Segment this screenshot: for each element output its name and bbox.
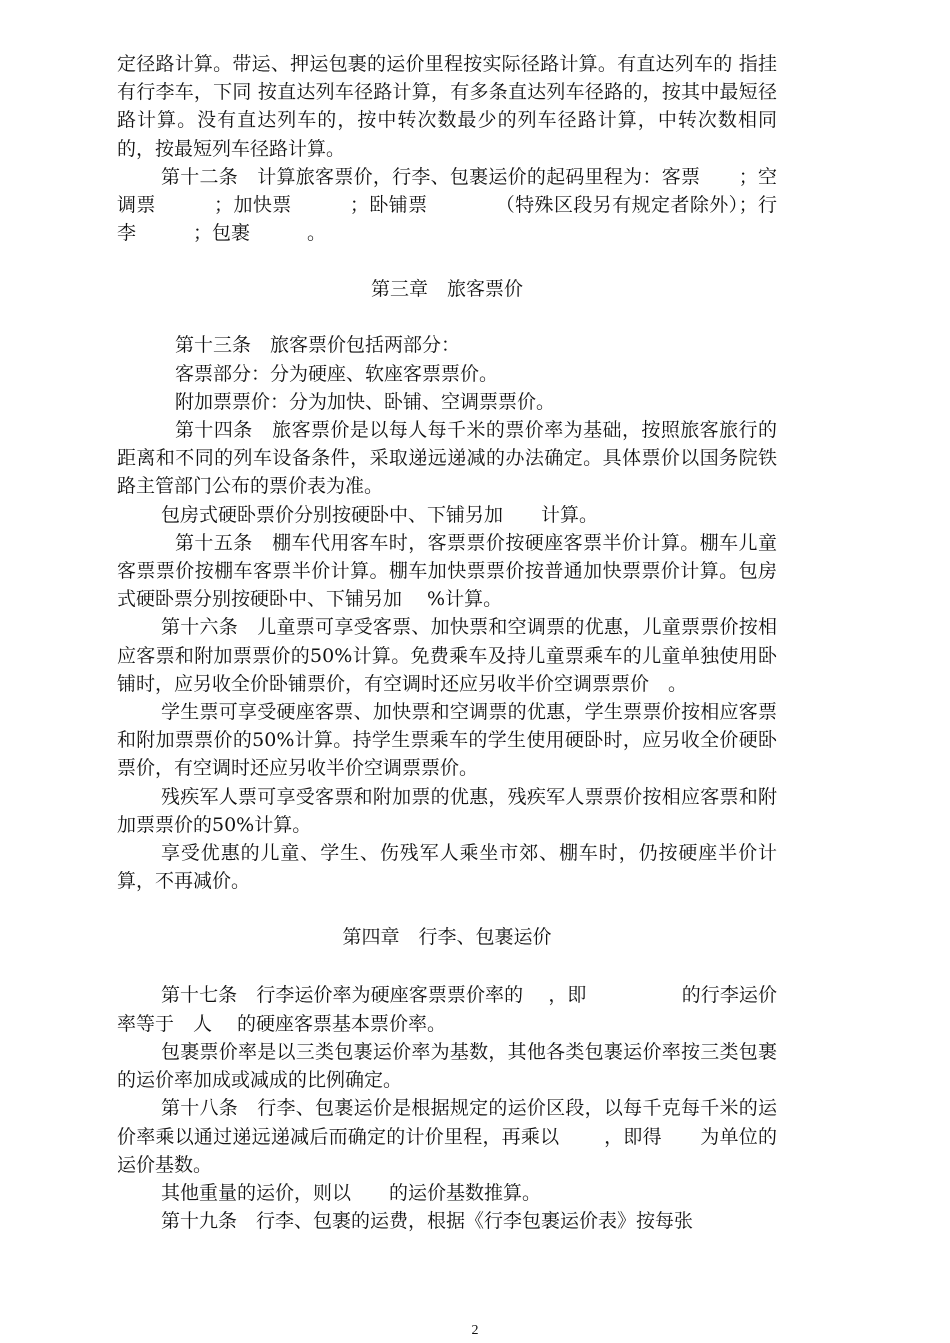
chapter-4-heading: 第四章 行李、包裹运价 [342,926,552,949]
paragraph-ticket-part: 客票部分：分为硬座、软座客票票价。 [175,362,499,385]
paragraph-article-19: 第十九条 行李、包裹的运费，根据《行李包裹运价表》按每张 [161,1210,694,1233]
paragraph-discount-rule: 享受优惠的儿童、学生、伤残军人乘坐市郊、棚车时，仍按硬座半价计算，不再减价。 [117,842,777,893]
paragraph-article-12: 第十二条 计算旅客票价，行李、包裹运价的起码里程为：客票 ；空调票 ；加快票 ；卧铺票 （特殊区段另有规定者除外）；行李 ；包裹 。 [117,165,777,245]
document-page [117,50,777,1235]
paragraph-article-14: 第十四条 旅客票价是以每人每千米的票价率为基础，按照旅客旅行的距离和不同的列车设备条件，采取递远递减的办法确定。具体票价以国务院铁路主管部门公布的票价表为准。 [117,419,777,498]
paragraph-article-13: 第十三条 旅客票价包括两部分： [175,334,461,357]
paragraph-article-18: 第十八条 行李、包裹运价是根据规定的运价区段，以每千克每千米的运价率乘以通过递远递减后而确定的计价里程，再乘以 ，即得 为单位的运价基数。 [117,1097,777,1176]
paragraph-compartment-sleeper: 包房式硬卧票价分别按硬卧中、下铺另加 计算。 [161,503,599,526]
paragraph-route-calculation: 定径路计算。带运、押运包裹的运价里程按实际径路计算。有直达列车的 指挂有行李车，下同 按直达列车径路计算，有多条直达列车径路的，按其中最短径路计算。没有直达列车的，按中转次数最少的列车径路计算，中转次数相同的，按最短列车径路计算。 [117,53,777,160]
paragraph-other-weight: 其他重量的运价，则以 的运价基数推算。 [161,1181,542,1204]
paragraph-article-15: 第十五条 棚车代用客车时，客票票价按硬座客票半价计算。棚车儿童客票票价按棚车客票半价计算。棚车加快票票价按普通加快票票价计算。包房式硬卧票分别按硬卧中、下铺另加 %计算。 [117,531,777,611]
paragraph-article-17: 第十七条 行李运价率为硬座客票票价率的 ，即 的行李运价率等于 人 的硬座客票基本票价率。 [117,984,777,1035]
paragraph-surcharge-part: 附加票票价：分为加快、卧铺、空调票票价。 [175,390,556,413]
chapter-3-heading: 第三章 旅客票价 [370,278,523,301]
paragraph-student-ticket: 学生票可享受硬座客票、加快票和空调票的优惠，学生票票价按相应客票和附加票票价的50%计算。持学生票乘车的学生使用硬卧时，应另收全价硬卧票价，有空调时还应另收半价空调票票价。 [117,701,777,780]
paragraph-article-16: 第十六条 儿童票可享受客票、加快票和空调票的优惠，儿童票票价按相应客票和附加票票价的50%计算。免费乘车及持儿童票乘车的儿童单独使用卧铺时，应另收全价卧铺票价，有空调时还应另收半价空调票票价 。 [117,616,777,695]
page-number: 2 [471,1323,479,1338]
paragraph-disabled-veteran-ticket: 残疾军人票可享受客票和附加票的优惠，残疾军人票票价按相应客票和附加票票价的50%计算。 [117,785,777,836]
paragraph-parcel-rate: 包裹票价率是以三类包裹运价率为基数，其他各类包裹运价率按三类包裹的运价率加成或减成的比例确定。 [117,1040,777,1092]
